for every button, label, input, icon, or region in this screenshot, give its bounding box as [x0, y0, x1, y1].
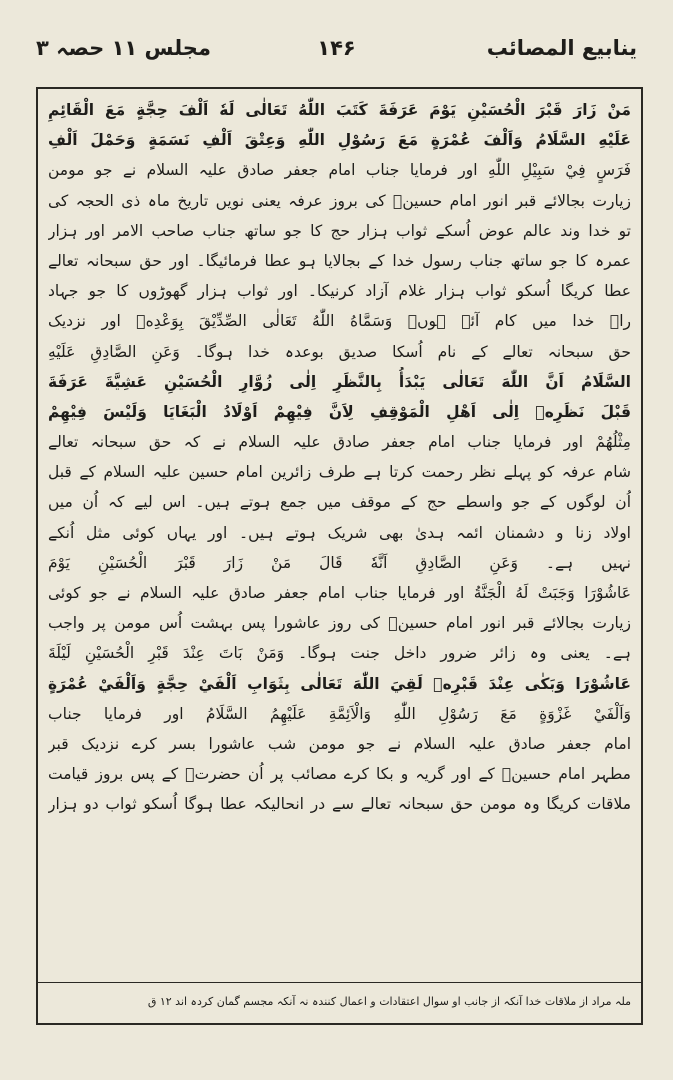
text-frame: [36, 87, 643, 1025]
text-line: عَاشُوْرَا وَبَكٰى عِنْدَ قَبْرِهٖ لَقِيَ اللّٰهَ تَعَالٰى بِثَوَابِ اَلْفَيْ حِجَّةٍ وَاَلْفَيْ عُمْرَةٍ: [48, 674, 631, 693]
text-line: راہ خدا میں کام آئے ہوں۔ وَسَمَّاهُ اللّٰهُ تَعَالٰى الصِّدِّيْقَ بِوَعْدِهٖ اور نزدیک: [48, 312, 631, 331]
text-line: امام جعفر صادق علیہ السلام نے جو مومن شب عاشورا بسر کرے نزدیک قبر: [48, 734, 631, 753]
text-line: اُن لوگوں کے جو واسطے حج کے موقف میں جمع ہوتے ہیں۔ اس لیے کہ اُن میں: [48, 493, 631, 512]
text-line: مطہر امام حسینؑ کے اور گریہ و بکا کرے مصائب پر اُن حضرتؑ کے پس بروز قیامت: [48, 765, 631, 784]
section-label: مجلس ۱۱ حصہ ۳: [36, 36, 211, 60]
text-line: وَاَلْفَيْ غَزْوَةٍ مَعَ رَسُوْلِ اللّٰهِ وَالْاَئِمَّةِ عَلَيْهِمُ السَّلَامُ اور فرمایا جناب: [48, 704, 631, 723]
text-line: اولاد زنا و دشمنان ائمہ ہدیٰ بھی شریک ہوتے ہیں۔ اور یہاں کوئی مثل اُنکے: [48, 523, 631, 542]
text-line: نہیں ہے۔ وَعَنِ الصَّادِقِ اَنَّهٗ قَالَ مَنْ زَارَ قَبْرَ الْحُسَيْنِ يَوْمَ: [48, 553, 631, 572]
text-line: عمرہ کا جو ساتھ جناب رسول خدا کے بجالایا ہو عطا فرمائیگا۔ اور حق سبحانہ تعالے: [48, 251, 631, 270]
text-line: مِثْلُهُمْ اور فرمایا جناب امام جعفر صادق علیہ السلام نے کہ حق سبحانہ تعالے: [48, 433, 631, 452]
text-line: زیارت بجالائے قبر انور امام حسینؑ کی بروز عرفہ یعنی نویں تاریخ ماہ ذی الحجہ کی: [48, 191, 631, 210]
body-text: [48, 95, 631, 820]
text-line: ملاقات کریگا وہ مومن حق سبحانہ تعالے سے در انحالیکہ عطا ہوگا اُسکو ثواب دو ہزار: [48, 795, 631, 814]
text-line: شام عرفہ کو پہلے نظر رحمت کرتا ہے طرف زائرین امام حسین علیہ السلام کے قبل: [48, 463, 631, 482]
page-number: ۱۴۶: [317, 36, 356, 60]
text-line: زیارت بجالائے قبر انور امام حسینؑ کی روز عاشورا پس بہشت اُس مومن پر واجب: [48, 614, 631, 633]
text-line: مَنْ زَارَ قَبْرَ الْحُسَيْنِ يَوْمَ عَرَفَةَ كَتَبَ اللّٰهُ تَعَالٰى لَهٗ اَلْفَ حِجَّةٍ مَعَ الْقَائِمِ: [48, 101, 631, 119]
page-header: [36, 28, 637, 76]
text-line: ہے۔ یعنی وہ زائر ضرور داخل جنت ہوگا۔ وَمَنْ بَاتَ عِنْدَ قَبْرِ الْحُسَيْنِ لَيْلَةَ: [48, 644, 631, 663]
text-line: حق سبحانہ تعالے کے نام اُسکا صدیق بوعدہ خدا ہوگا۔ وَعَنِ الصَّادِقِ عَلَيْهِ: [48, 342, 631, 361]
text-line: قَبْلَ نَظَرِهٖ اِلٰى اَهْلِ الْمَوْقِفِ لِاَنَّ فِيْهِمْ اَوْلَادُ الْبَغَايَا وَلَيْسَ فِيْهِمْ: [48, 402, 631, 421]
footnote: ملہ مراد از ملاقات خدا آنکہ از جانب او سوال اعتقادات و اعمال کنندہ نہ آنکہ مجسم گمان کردہ اند ۱۲ ق: [38, 982, 641, 1023]
text-line: فَرَسٍ فِيْ سَبِيْلِ اللّٰهِ اور فرمایا جناب امام جعفر صادق علیہ السلام نے جو مومن: [48, 161, 631, 180]
text-line: السَّلَامُ اَنَّ اللّٰهَ تَعَالٰى يَبْدَأُ بِالنَّظَرِ اِلٰى زُوَّارِ الْحُسَيْنِ عَشِيَّةَ عَرَفَةَ: [48, 372, 631, 391]
book-title: ینابیع المصائب: [486, 36, 637, 60]
text-line: عطا کریگا اُسکو ثواب ہزار غلام آزاد کرنیکا۔ اور ثواب ہزار گھوڑوں کا جو جہاد: [48, 282, 631, 301]
text-line: عَلَيْهِ السَّلَامُ وَاَلْفَ عُمْرَةٍ مَعَ رَسُوْلِ اللّٰهِ وَعِتْقَ اَلْفِ نَسَمَةٍ وَحَمْلَ اَلْفِ: [48, 131, 631, 150]
text-line: عَاشُوْرَا وَجَبَتْ لَهُ الْجَنَّةُ اور فرمایا جناب امام جعفر صادق علیہ السلام نے جو کوئی: [48, 584, 631, 602]
text-line: تو خدا وند عالم عوض اُسکے ثواب ہزار حج کا جو ساتھ جناب صاحب الامر اور ہزار: [48, 221, 631, 240]
